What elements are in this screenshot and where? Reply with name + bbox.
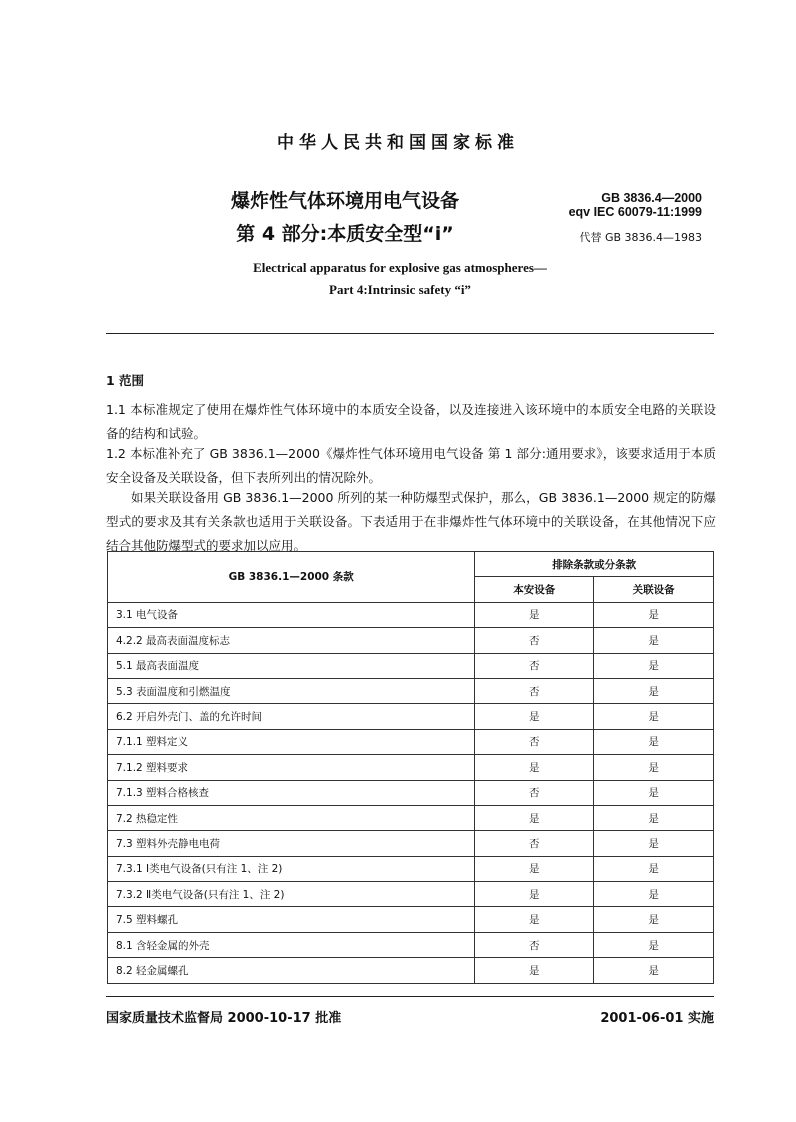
clause-cell: 3.1 电气设备 bbox=[108, 602, 475, 627]
intrinsic-apparatus-cell: 否 bbox=[475, 729, 594, 754]
intrinsic-apparatus-cell: 是 bbox=[475, 856, 594, 881]
table-row bbox=[108, 831, 714, 856]
intrinsic-apparatus-cell: 否 bbox=[475, 678, 594, 703]
associated-apparatus-cell: 是 bbox=[594, 628, 714, 653]
table-row bbox=[108, 856, 714, 881]
clause-cell: 7.3 塑料外壳静电电荷 bbox=[108, 831, 475, 856]
associated-apparatus-cell: 是 bbox=[594, 932, 714, 957]
table-body bbox=[108, 602, 714, 983]
table-row bbox=[108, 729, 714, 754]
exclusion-table bbox=[107, 551, 714, 984]
table-row bbox=[108, 602, 714, 627]
table-row bbox=[108, 958, 714, 983]
clause-cell: 7.3.1 Ⅰ类电气设备(只有注 1、注 2) bbox=[108, 856, 475, 881]
header-divider bbox=[106, 333, 714, 334]
associated-apparatus-cell: 是 bbox=[594, 602, 714, 627]
clause-cell: 7.1.2 塑料要求 bbox=[108, 755, 475, 780]
header-intrinsic-apparatus: 本安设备 bbox=[475, 577, 594, 602]
table-row bbox=[108, 882, 714, 907]
paragraph-scope-note: 如果关联设备用 GB 3836.1—2000 所列的某一种防爆型式保护，那么，GB 3836.1—2000 规定的防爆型式的要求及其有关条款也适用于关联设备。下表适用于在非爆炸性气体环境中的关联设备，在其他情况下应结合其他防爆型式的要求加以应用。 bbox=[106, 490, 716, 553]
intrinsic-apparatus-cell: 是 bbox=[475, 805, 594, 830]
clause-cell: 7.1.1 塑料定义 bbox=[108, 729, 475, 754]
associated-apparatus-cell: 是 bbox=[594, 882, 714, 907]
replaces-standard: 代替 GB 3836.4—1983 bbox=[579, 231, 702, 244]
intrinsic-apparatus-cell: 否 bbox=[475, 628, 594, 653]
associated-apparatus-cell: 是 bbox=[594, 729, 714, 754]
associated-apparatus-cell: 是 bbox=[594, 755, 714, 780]
table-row bbox=[108, 780, 714, 805]
associated-apparatus-cell: 是 bbox=[594, 678, 714, 703]
approval-date: 国家质量技术监督局 2000-10-17 批准 bbox=[106, 1011, 342, 1026]
intrinsic-apparatus-cell: 否 bbox=[475, 831, 594, 856]
table-row bbox=[108, 805, 714, 830]
title-en-line1: Electrical apparatus for explosive gas atmospheres— bbox=[253, 260, 547, 275]
paragraph-1-1: 1.1 本标准规定了使用在爆炸性气体环境中的本质安全设备，以及连接进入该环境中的本质安全电路的关联设备的结构和试验。 bbox=[106, 402, 716, 441]
intrinsic-apparatus-cell: 是 bbox=[475, 882, 594, 907]
header-clause: GB 3836.1—2000 条款 bbox=[108, 552, 475, 603]
intrinsic-apparatus-cell: 否 bbox=[475, 653, 594, 678]
equivalent-standard: eqv IEC 60079-11:1999 bbox=[568, 205, 702, 219]
clause-cell: 6.2 开启外壳门、盖的允许时间 bbox=[108, 704, 475, 729]
header-associated-apparatus: 关联设备 bbox=[594, 577, 714, 602]
clause-cell: 8.2 轻金属螺孔 bbox=[108, 958, 475, 983]
national-standard-heading: 中华人民共和国国家标准 bbox=[277, 133, 519, 153]
section-heading-scope: 1 范围 bbox=[106, 373, 145, 388]
clause-cell: 7.3.2 Ⅱ类电气设备(只有注 1、注 2) bbox=[108, 882, 475, 907]
associated-apparatus-cell: 是 bbox=[594, 856, 714, 881]
table-row bbox=[108, 653, 714, 678]
table-row bbox=[108, 678, 714, 703]
title-cn-line2: 第 4 部分:本质安全型“i” bbox=[236, 223, 454, 245]
paragraph-1-2: 1.2 本标准补充了 GB 3836.1—2000《爆炸性气体环境用电气设备 第 1 部分:通用要求》，该要求适用于本质安全设备及关联设备，但下表所列出的情况除外。 bbox=[106, 446, 716, 485]
intrinsic-apparatus-cell: 否 bbox=[475, 780, 594, 805]
clause-cell: 8.1 含轻金属的外壳 bbox=[108, 932, 475, 957]
table-row bbox=[108, 628, 714, 653]
associated-apparatus-cell: 是 bbox=[594, 958, 714, 983]
table-row bbox=[108, 755, 714, 780]
clause-cell: 7.2 热稳定性 bbox=[108, 805, 475, 830]
implementation-date: 2001-06-01 实施 bbox=[600, 1011, 714, 1026]
clause-cell: 5.3 表面温度和引燃温度 bbox=[108, 678, 475, 703]
intrinsic-apparatus-cell: 是 bbox=[475, 958, 594, 983]
standard-number: GB 3836.4—2000 bbox=[601, 191, 702, 205]
table-row bbox=[108, 932, 714, 957]
footer-divider bbox=[106, 996, 714, 997]
associated-apparatus-cell: 是 bbox=[594, 704, 714, 729]
intrinsic-apparatus-cell: 否 bbox=[475, 932, 594, 957]
clause-cell: 7.5 塑料螺孔 bbox=[108, 907, 475, 932]
clause-cell: 7.1.3 塑料合格核查 bbox=[108, 780, 475, 805]
clause-cell: 4.2.2 最高表面温度标志 bbox=[108, 628, 475, 653]
intrinsic-apparatus-cell: 是 bbox=[475, 907, 594, 932]
header-excluded: 排除条款或分条款 bbox=[475, 552, 714, 577]
intrinsic-apparatus-cell: 是 bbox=[475, 602, 594, 627]
associated-apparatus-cell: 是 bbox=[594, 907, 714, 932]
intrinsic-apparatus-cell: 是 bbox=[475, 755, 594, 780]
associated-apparatus-cell: 是 bbox=[594, 831, 714, 856]
table-row bbox=[108, 907, 714, 932]
associated-apparatus-cell: 是 bbox=[594, 653, 714, 678]
title-cn-line1: 爆炸性气体环境用电气设备 bbox=[230, 190, 459, 212]
title-en-line2: Part 4:Intrinsic safety “i” bbox=[329, 282, 471, 297]
associated-apparatus-cell: 是 bbox=[594, 780, 714, 805]
clause-cell: 5.1 最高表面温度 bbox=[108, 653, 475, 678]
table-row bbox=[108, 704, 714, 729]
intrinsic-apparatus-cell: 是 bbox=[475, 704, 594, 729]
associated-apparatus-cell: 是 bbox=[594, 805, 714, 830]
